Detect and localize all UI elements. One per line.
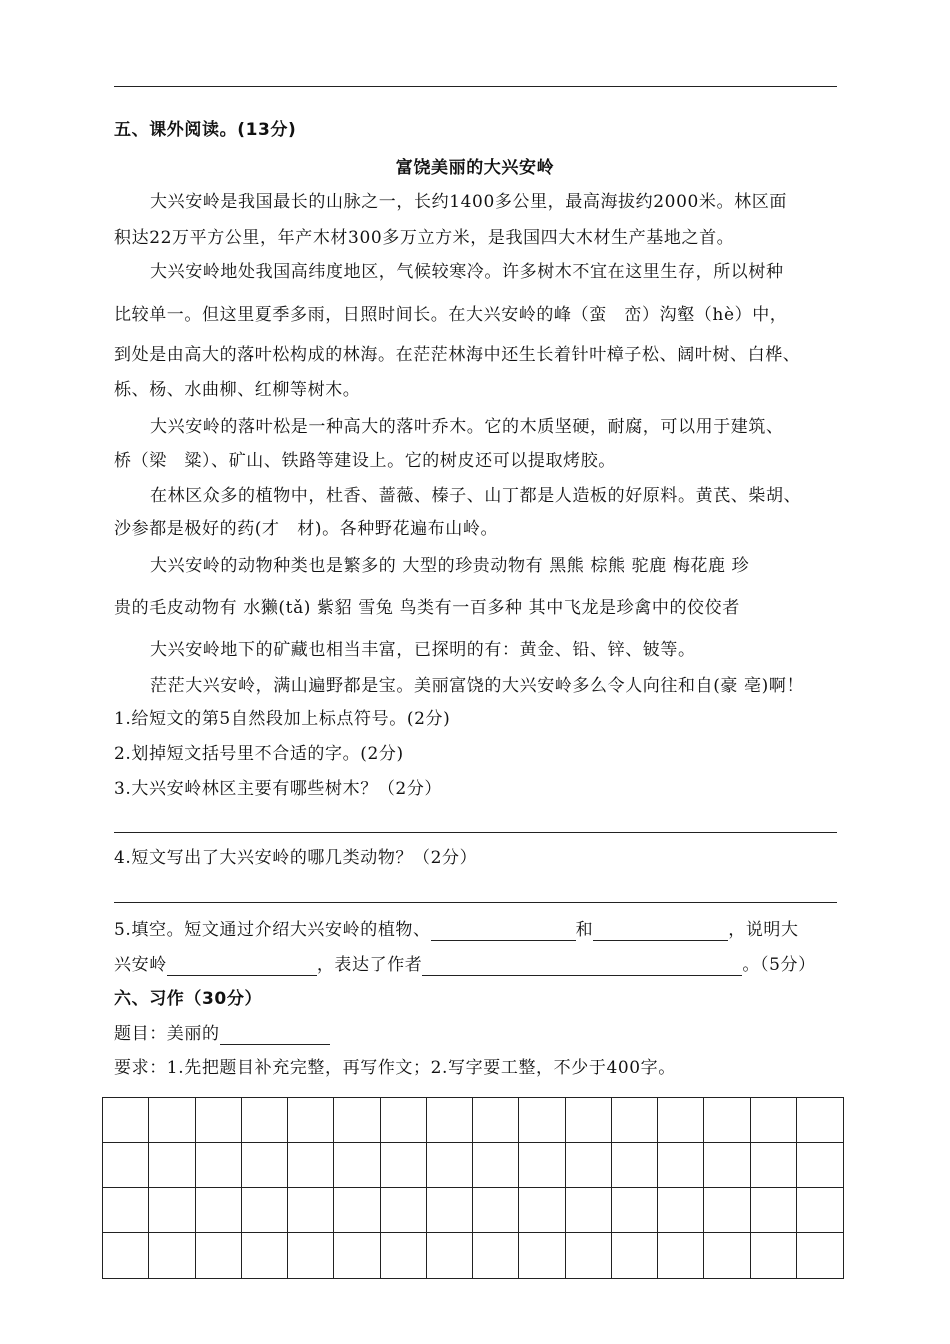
passage-line: 栎、杨、水曲柳、红柳等树木。 xyxy=(114,380,361,400)
grid-cell[interactable] xyxy=(797,1143,843,1188)
grid-cell[interactable] xyxy=(566,1188,612,1233)
grid-cell[interactable] xyxy=(612,1143,658,1188)
grid-cell[interactable] xyxy=(103,1188,149,1233)
question-5-line1 xyxy=(114,919,840,941)
grid-cell[interactable] xyxy=(473,1143,519,1188)
grid-cell[interactable] xyxy=(797,1233,843,1278)
q5-blank-2[interactable] xyxy=(593,922,728,941)
q5-blank-1[interactable] xyxy=(431,922,576,941)
q5-text-a: 5.填空。短文通过介绍大兴安岭的植物、 xyxy=(114,920,431,940)
q5-text-d: 兴安岭 xyxy=(114,955,167,975)
grid-cell[interactable] xyxy=(704,1098,750,1143)
grid-cell[interactable] xyxy=(473,1098,519,1143)
question-4: 4.短文写出了大兴安岭的哪几类动物？（2分） xyxy=(114,848,478,868)
grid-cell[interactable] xyxy=(427,1143,473,1188)
passage-line: 沙参都是极好的药(才 材)。各种野花遍布山岭。 xyxy=(114,519,499,539)
grid-cell[interactable] xyxy=(334,1143,380,1188)
grid-cell[interactable] xyxy=(103,1143,149,1188)
grid-cell[interactable] xyxy=(519,1188,565,1233)
grid-cell[interactable] xyxy=(797,1098,843,1143)
passage-line: 大兴安岭的落叶松是一种高大的落叶乔木。它的木质坚硬，耐腐，可以用于建筑、 xyxy=(150,417,784,437)
grid-cell[interactable] xyxy=(149,1188,195,1233)
grid-cell[interactable] xyxy=(381,1188,427,1233)
passage-line: 大兴安岭地处我国高纬度地区，气候较寒冷。许多树木不宜在这里生存，所以树种 xyxy=(150,262,784,282)
answer-line-q3[interactable] xyxy=(114,832,837,833)
passage-line: 在林区众多的植物中，杜香、蔷薇、榛子、山丁都是人造板的好原料。黄芪、柴胡、 xyxy=(150,486,802,506)
topic-label: 题目：美丽的 xyxy=(114,1024,220,1044)
grid-cell[interactable] xyxy=(751,1143,797,1188)
grid-cell[interactable] xyxy=(334,1233,380,1278)
grid-cell[interactable] xyxy=(658,1188,704,1233)
grid-cell[interactable] xyxy=(242,1143,288,1188)
grid-cell[interactable] xyxy=(427,1188,473,1233)
grid-cell[interactable] xyxy=(612,1233,658,1278)
grid-cell[interactable] xyxy=(427,1098,473,1143)
passage-line: 大兴安岭的动物种类也是繁多的 大型的珍贵动物有 黑熊 棕熊 驼鹿 梅花鹿 珍 xyxy=(150,556,750,576)
passage-line: 桥（梁 粱）、矿山、铁路等建设上。它的树皮还可以提取烤胶。 xyxy=(114,451,616,471)
grid-cell[interactable] xyxy=(242,1233,288,1278)
question-3: 3.大兴安岭林区主要有哪些树木？（2分） xyxy=(114,779,443,799)
writing-grid[interactable] xyxy=(102,1097,844,1279)
passage-line: 比较单一。但这里夏季多雨，日照时间长。在大兴安岭的峰（蛮 峦）沟壑（hè）中， xyxy=(114,305,788,325)
grid-cell[interactable] xyxy=(288,1143,334,1188)
grid-cell[interactable] xyxy=(288,1233,334,1278)
grid-cell[interactable] xyxy=(519,1143,565,1188)
grid-cell[interactable] xyxy=(751,1188,797,1233)
grid-cell[interactable] xyxy=(196,1233,242,1278)
grid-cell[interactable] xyxy=(751,1098,797,1143)
grid-cell[interactable] xyxy=(196,1098,242,1143)
grid-cell[interactable] xyxy=(473,1233,519,1278)
grid-cell[interactable] xyxy=(612,1188,658,1233)
passage-line: 到处是由高大的落叶松构成的林海。在茫茫林海中还生长着针叶樟子松、阔叶树、白桦、 xyxy=(114,345,801,365)
grid-cell[interactable] xyxy=(288,1188,334,1233)
grid-cell[interactable] xyxy=(519,1098,565,1143)
q5-text-f: 。（5分） xyxy=(742,955,816,975)
q5-text-b: 和 xyxy=(575,920,594,940)
grid-cell[interactable] xyxy=(288,1098,334,1143)
passage-line: 茫茫大兴安岭，满山遍野都是宝。美丽富饶的大兴安岭多么令人向往和自(豪 亳)啊！ xyxy=(150,676,805,696)
topic-blank[interactable] xyxy=(220,1026,330,1045)
grid-cell[interactable] xyxy=(196,1188,242,1233)
grid-cell[interactable] xyxy=(473,1188,519,1233)
grid-cell[interactable] xyxy=(149,1098,195,1143)
grid-cell[interactable] xyxy=(334,1188,380,1233)
grid-cell[interactable] xyxy=(658,1233,704,1278)
grid-cell[interactable] xyxy=(704,1143,750,1188)
passage-line: 贵的毛皮动物有 水獭(tǎ) 紫貂 雪兔 鸟类有一百多种 其中飞龙是珍禽中的佼佼者 xyxy=(114,598,740,618)
grid-cell[interactable] xyxy=(149,1233,195,1278)
question-1: 1.给短文的第5自然段加上标点符号。(2分) xyxy=(114,709,451,729)
essay-requirements: 要求：1.先把题目补充完整，再写作文；2.写字要工整，不少于400字。 xyxy=(114,1058,676,1078)
question-2: 2.划掉短文括号里不合适的字。(2分) xyxy=(114,744,404,764)
grid-cell[interactable] xyxy=(658,1098,704,1143)
grid-cell[interactable] xyxy=(103,1233,149,1278)
q5-text-e: ，表达了作者 xyxy=(316,955,423,975)
q5-blank-3[interactable] xyxy=(167,957,317,976)
grid-cell[interactable] xyxy=(658,1143,704,1188)
grid-cell[interactable] xyxy=(381,1143,427,1188)
grid-cell[interactable] xyxy=(797,1188,843,1233)
grid-cell[interactable] xyxy=(519,1233,565,1278)
grid-cell[interactable] xyxy=(381,1233,427,1278)
q5-text-c: ，说明大 xyxy=(728,920,799,940)
section-5-heading: 五、课外阅读。(13分) xyxy=(114,120,297,140)
grid-cell[interactable] xyxy=(103,1098,149,1143)
passage-line: 大兴安岭地下的矿藏也相当丰富，已探明的有：黄金、铅、锌、铍等。 xyxy=(150,640,696,660)
q5-blank-4[interactable] xyxy=(422,957,742,976)
grid-cell[interactable] xyxy=(242,1188,288,1233)
grid-cell[interactable] xyxy=(612,1098,658,1143)
grid-cell[interactable] xyxy=(704,1233,750,1278)
grid-cell[interactable] xyxy=(381,1098,427,1143)
essay-topic xyxy=(114,1023,840,1045)
grid-cell[interactable] xyxy=(566,1143,612,1188)
grid-cell[interactable] xyxy=(242,1098,288,1143)
top-rule xyxy=(114,86,837,87)
section-6-heading: 六、习作（30分） xyxy=(114,989,263,1009)
grid-cell[interactable] xyxy=(704,1188,750,1233)
passage-line: 积达22万平方公里，年产木材300多万立方米，是我国四大木材生产基地之首。 xyxy=(114,228,735,248)
grid-cell[interactable] xyxy=(751,1233,797,1278)
grid-cell[interactable] xyxy=(334,1098,380,1143)
answer-line-q4[interactable] xyxy=(114,902,837,903)
grid-cell[interactable] xyxy=(566,1233,612,1278)
question-5-line2 xyxy=(114,954,840,976)
grid-cell[interactable] xyxy=(196,1143,242,1188)
grid-cell[interactable] xyxy=(566,1098,612,1143)
passage-line: 大兴安岭是我国最长的山脉之一，长约1400多公里，最高海拔约2000米。林区面 xyxy=(150,192,787,212)
passage-title: 富饶美丽的大兴安岭 xyxy=(395,158,555,178)
grid-cell[interactable] xyxy=(427,1233,473,1278)
grid-cell[interactable] xyxy=(149,1143,195,1188)
